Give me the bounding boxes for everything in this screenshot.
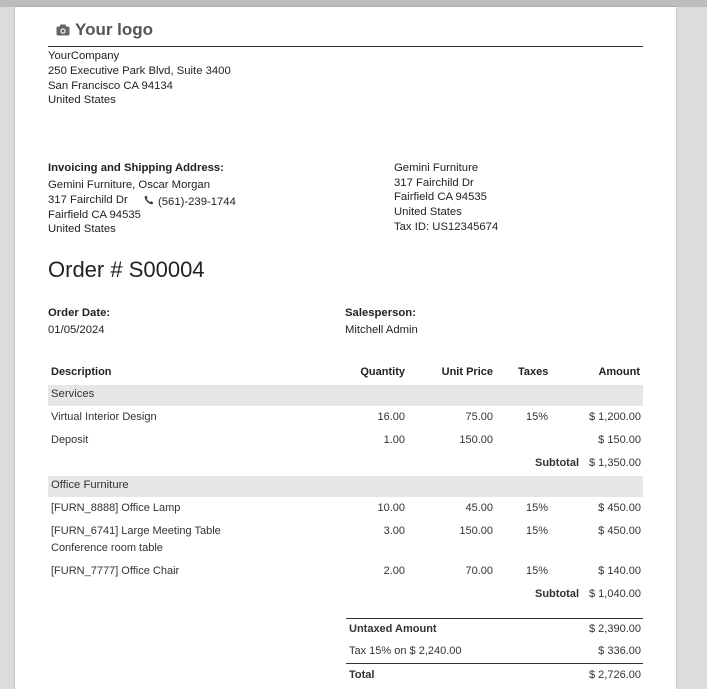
partner-city: Fairfield CA 94535	[394, 191, 487, 203]
logo-text: Your logo	[75, 20, 154, 39]
customer-name: Gemini Furniture, Oscar Morgan	[48, 179, 210, 191]
total-label: Total	[349, 669, 375, 681]
untaxed-amount-value: $ 2,390.00	[589, 623, 641, 635]
line-description: [FURN_8888] Office Lamp	[51, 502, 181, 514]
company-name: YourCompany	[48, 50, 120, 62]
line-amount: $ 450.00	[598, 502, 641, 514]
partner-country: United States	[394, 206, 462, 218]
line-unit-price: 150.00	[459, 525, 493, 537]
col-amount-header: Amount	[598, 366, 640, 378]
line-unit-price: 45.00	[465, 502, 493, 514]
section-services	[48, 385, 643, 406]
address-heading: Invoicing and Shipping Address:	[48, 162, 224, 174]
line-description: Deposit	[51, 434, 89, 446]
window-top-bar	[0, 0, 707, 7]
tax-value: $ 336.00	[598, 645, 641, 657]
line-quantity: 3.00	[383, 525, 405, 537]
customer-city: Fairfield CA 94535	[48, 209, 141, 221]
document-page	[15, 7, 676, 689]
line-amount: $ 1,200.00	[589, 411, 641, 423]
partner-tax-id: Tax ID: US12345674	[394, 221, 499, 233]
partner-name: Gemini Furniture	[394, 162, 479, 174]
phone-icon	[144, 195, 154, 210]
totals-divider	[346, 663, 643, 664]
subtotal-value: $ 1,350.00	[589, 457, 641, 469]
partner-street: 317 Fairchild Dr	[394, 177, 474, 189]
line-description-note: Conference room table	[51, 542, 163, 554]
line-amount: $ 150.00	[598, 434, 641, 446]
salesperson-label: Salesperson:	[345, 307, 416, 319]
line-quantity: 10.00	[377, 502, 405, 514]
customer-phone	[144, 195, 236, 210]
untaxed-amount-label: Untaxed Amount	[349, 623, 437, 635]
line-quantity: 1.00	[383, 434, 405, 446]
col-description-header: Description	[51, 366, 112, 378]
line-taxes: 15%	[526, 411, 549, 423]
company-country: United States	[48, 94, 116, 106]
section-office-furniture	[48, 476, 643, 497]
line-description: [FURN_6741] Large Meeting Table	[51, 525, 221, 537]
section-title: Services	[51, 388, 95, 400]
salesperson-value: Mitchell Admin	[345, 324, 418, 336]
line-quantity: 16.00	[377, 411, 405, 423]
tax-label: Tax 15% on $ 2,240.00	[349, 645, 462, 657]
line-unit-price: 150.00	[459, 434, 493, 446]
customer-country: United States	[48, 223, 116, 235]
col-taxes-header: Taxes	[518, 366, 549, 378]
subtotal-value: $ 1,040.00	[589, 588, 641, 600]
section-title: Office Furniture	[51, 479, 129, 491]
subtotal-label: Subtotal	[535, 588, 579, 600]
subtotal-label: Subtotal	[535, 457, 579, 469]
camera-icon	[56, 24, 70, 36]
line-amount: $ 140.00	[598, 565, 641, 577]
company-street: 250 Executive Park Blvd, Suite 3400	[48, 65, 231, 77]
line-unit-price: 70.00	[465, 565, 493, 577]
phone-number: (561)-239-1744	[158, 196, 236, 208]
line-quantity: 2.00	[383, 565, 405, 577]
col-quantity-header: Quantity	[360, 366, 405, 378]
line-taxes: 15%	[526, 565, 549, 577]
line-description: Virtual Interior Design	[51, 411, 157, 423]
page-title: Order # S00004	[48, 257, 205, 282]
header-divider	[48, 46, 643, 47]
line-taxes: 15%	[526, 502, 549, 514]
company-city: San Francisco CA 94134	[48, 80, 173, 92]
col-unit-price-header: Unit Price	[441, 366, 493, 378]
line-taxes: 15%	[526, 525, 549, 537]
line-amount: $ 450.00	[598, 525, 641, 537]
customer-street: 317 Fairchild Dr	[48, 194, 128, 206]
line-unit-price: 75.00	[465, 411, 493, 423]
order-date-value: 01/05/2024	[48, 324, 105, 336]
total-value: $ 2,726.00	[589, 669, 641, 681]
line-description: [FURN_7777] Office Chair	[51, 565, 180, 577]
order-date-label: Order Date:	[48, 307, 111, 319]
company-logo	[56, 20, 153, 40]
totals-top-divider	[346, 618, 643, 619]
